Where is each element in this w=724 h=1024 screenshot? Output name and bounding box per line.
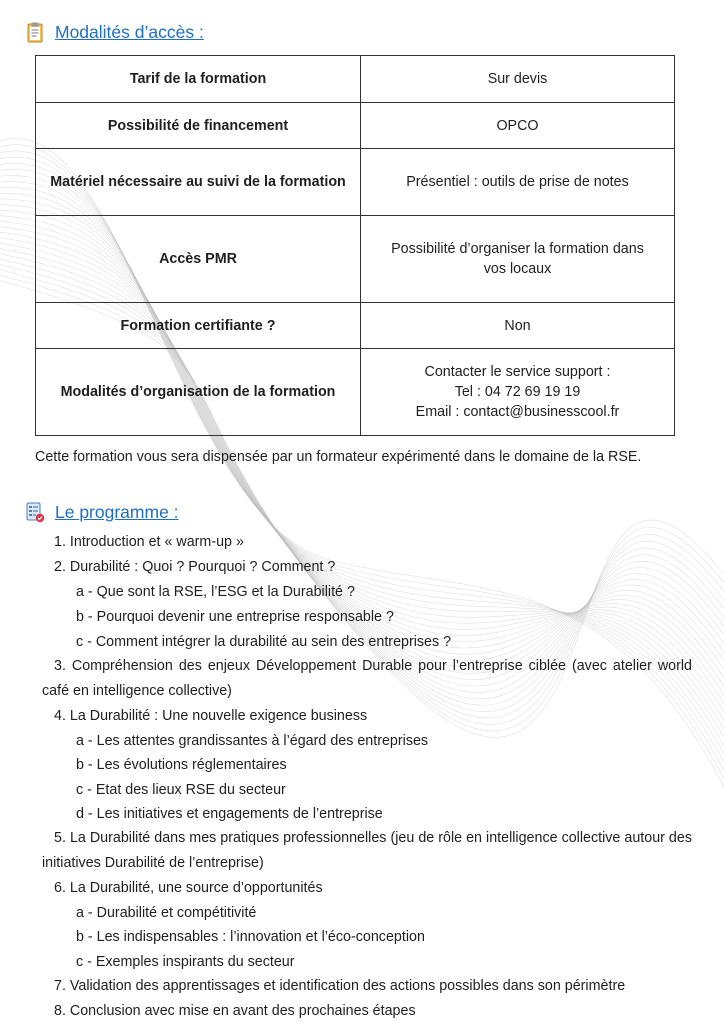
access-row-value-line: Email : contact@businesscool.fr: [415, 404, 620, 420]
program-subitem: a - Les attentes grandissantes à l’égard des entreprises: [76, 733, 429, 749]
program-subitem: d - Les initiatives et engagements de l’entreprise: [76, 806, 383, 822]
access-table-row: [36, 149, 675, 216]
program-subitem: c - Comment intégrer la durabilité au sein des entreprises ?: [76, 634, 452, 650]
program-subitem: c - Exemples inspirants du secteur: [76, 954, 295, 970]
trainer-note: Cette formation vous sera dispensée par un formateur expérimenté dans le domaine de la RSE.: [35, 449, 642, 465]
access-table-row: [36, 303, 675, 349]
access-row-value: [361, 349, 675, 436]
access-row-value: [361, 216, 675, 303]
access-row-label: Possibilité de financement: [36, 103, 361, 149]
access-row-value-line: Contacter le service support :: [424, 364, 611, 380]
program-subitem: c - Etat des lieux RSE du secteur: [76, 782, 286, 798]
access-row-value: [361, 56, 675, 103]
access-row-value-line: Sur devis: [487, 71, 548, 87]
access-row-value: [361, 303, 675, 349]
program-subitem: b - Pourquoi devenir une entreprise responsable ?: [76, 609, 394, 625]
program-item: 3. Compréhension des enjeux Développement Durable pour l’entreprise ciblée (avec atelier world café en intelligence collective): [42, 658, 692, 699]
access-row-value-line: Non: [504, 317, 531, 334]
access-row-label: Tarif de la formation: [36, 56, 361, 103]
program-item: 1. Introduction et « warm-up »: [54, 534, 244, 550]
access-row-label: Accès PMR: [36, 216, 361, 303]
access-row-value: [361, 103, 675, 149]
access-row-label: Matériel nécessaire au suivi de la formation: [36, 149, 361, 216]
access-table: [35, 55, 675, 436]
access-row-value: [361, 149, 675, 216]
program-item: 2. Durabilité : Quoi ? Pourquoi ? Comment ?: [54, 559, 336, 575]
access-table-row: [36, 103, 675, 149]
access-row-value-line: Possibilité d’organiser la formation dans: [391, 241, 644, 257]
access-row-label: Modalités d’organisation de la formation: [36, 349, 361, 436]
access-table-row: [36, 216, 675, 303]
program-item: 4. La Durabilité : Une nouvelle exigence business: [54, 708, 368, 724]
access-row-value-line: vos locaux: [483, 261, 552, 277]
access-row-label: Formation certifiante ?: [36, 303, 361, 349]
program-item: 5. La Durabilité dans mes pratiques professionnelles (jeu de rôle en intelligence collective autour des initiatives Durabilité de l’entreprise): [42, 830, 692, 871]
program-section-title[interactable]: Le programme :: [55, 501, 179, 522]
checklist-icon: [24, 501, 46, 523]
access-row-value-line: Présentiel : outils de prise de notes: [406, 174, 629, 190]
program-item: 7. Validation des apprentissages et identification des actions possibles dans son périmètre: [54, 978, 626, 994]
program-item: 6. La Durabilité, une source d’opportunités: [54, 880, 323, 896]
program-subitem: a - Que sont la RSE, l’ESG et la Durabilité ?: [76, 584, 355, 600]
program-subitem: a - Durabilité et compétitivité: [76, 905, 257, 921]
access-row-value-line: OPCO: [496, 117, 539, 134]
access-section-heading: [24, 20, 204, 44]
access-row-value-line: Tel : 04 72 69 19 19: [454, 384, 581, 400]
clipboard-icon: [24, 21, 46, 43]
program-subitem: b - Les indispensables : l’innovation et l’éco-conception: [76, 929, 425, 945]
access-section-title[interactable]: Modalités d’accès :: [55, 21, 204, 42]
access-table-row: [36, 349, 675, 436]
access-table-row: [36, 56, 675, 103]
program-subitem: b - Les évolutions réglementaires: [76, 757, 287, 773]
program-section-heading: [24, 500, 179, 524]
program-item: 8. Conclusion avec mise en avant des prochaines étapes: [54, 1003, 416, 1019]
